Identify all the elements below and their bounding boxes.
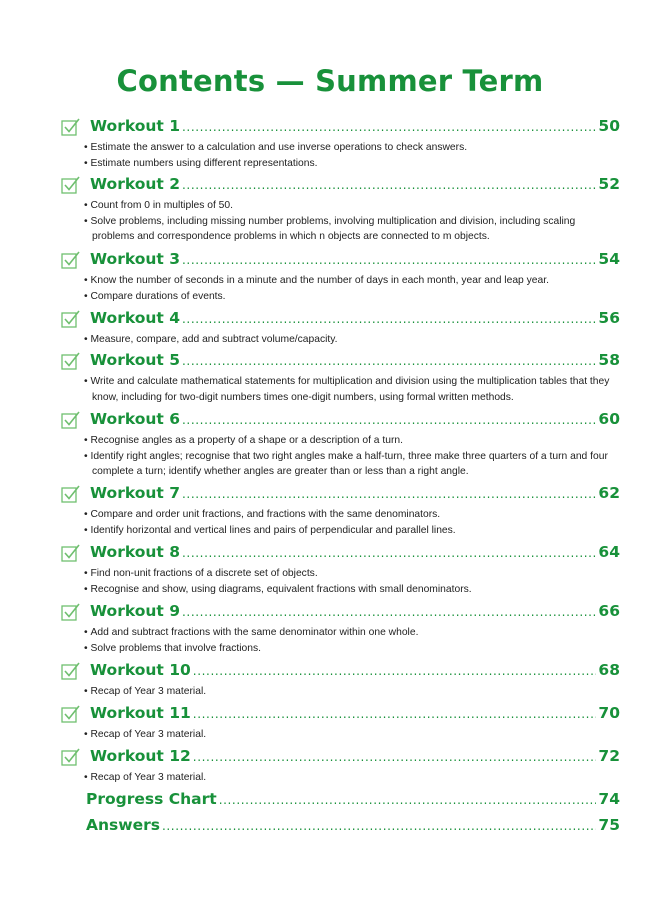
page-number[interactable]: 60 xyxy=(598,410,620,428)
page-number[interactable]: 64 xyxy=(598,543,620,561)
page-number[interactable]: 62 xyxy=(598,484,620,502)
objectives-list xyxy=(84,507,620,538)
entry-title[interactable]: Answers xyxy=(86,816,160,834)
objectives-list xyxy=(84,374,620,405)
objectives-list xyxy=(84,140,620,171)
page-number[interactable]: 70 xyxy=(598,704,620,722)
objectives-list xyxy=(84,273,620,304)
entry-title[interactable]: Workout 1 xyxy=(90,117,181,135)
objectives-list xyxy=(84,625,620,656)
objective-item: • Compare and order unit fractions, and fractions with the same denominators. xyxy=(84,507,620,523)
objective-item: • Estimate numbers using different representations. xyxy=(84,156,620,172)
objective-item: • Count from 0 in multiples of 50. xyxy=(84,198,620,214)
objectives-list xyxy=(84,332,620,348)
objective-item: • Recap of Year 3 material. xyxy=(84,770,620,786)
objective-item: • Add and subtract fractions with the same denominator within one whole. xyxy=(84,625,620,641)
leader-dots xyxy=(219,793,597,807)
objective-item: • Recap of Year 3 material. xyxy=(84,727,620,743)
page-number[interactable]: 50 xyxy=(598,117,620,135)
leader-dots xyxy=(182,354,596,368)
objective-item: • Find non-unit fractions of a discrete set of objects. xyxy=(84,566,620,582)
page-number[interactable]: 74 xyxy=(598,790,620,808)
page-number[interactable]: 72 xyxy=(598,747,620,765)
page-number[interactable]: 52 xyxy=(598,175,620,193)
toc-entry-workout-6[interactable] xyxy=(60,410,620,480)
toc-entry-workout-9[interactable] xyxy=(60,602,620,656)
tick-box-icon[interactable] xyxy=(61,704,81,724)
tick-box-icon[interactable] xyxy=(61,250,81,270)
objectives-list xyxy=(84,770,620,786)
entry-title[interactable]: Workout 7 xyxy=(90,484,181,502)
leader-dots xyxy=(193,664,597,678)
page-number[interactable]: 66 xyxy=(598,602,620,620)
toc-entry-workout-4[interactable] xyxy=(60,309,620,348)
page-number[interactable]: 58 xyxy=(598,351,620,369)
tick-box-icon[interactable] xyxy=(61,602,81,622)
toc-entry-workout-10[interactable] xyxy=(60,661,620,700)
page-number[interactable]: 56 xyxy=(598,309,620,327)
entry-title[interactable]: Workout 5 xyxy=(90,351,181,369)
toc-entry-workout-3[interactable] xyxy=(60,250,620,304)
entry-title[interactable]: Workout 4 xyxy=(90,309,181,327)
entry-title[interactable]: Workout 9 xyxy=(90,602,181,620)
objective-item: • Solve problems that involve fractions. xyxy=(84,641,620,657)
leader-dots xyxy=(182,178,596,192)
objective-item: • Identify right angles; recognise that two right angles make a half-turn, three make three quarters of a turn and four complete a turn; identify whether angles are greater than or less than a right angle. xyxy=(84,449,620,480)
leader-dots xyxy=(182,253,596,267)
entry-title[interactable]: Workout 6 xyxy=(90,410,181,428)
entry-title[interactable]: Workout 12 xyxy=(90,747,191,765)
leader-dots xyxy=(193,707,597,721)
tick-box-icon[interactable] xyxy=(61,117,81,137)
toc-entry-answers[interactable] xyxy=(60,816,620,838)
leader-dots xyxy=(182,546,596,560)
objective-item: • Identify horizontal and vertical lines and pairs of perpendicular and parallel lines. xyxy=(84,523,620,539)
entry-title[interactable]: Workout 8 xyxy=(90,543,181,561)
objective-item: • Know the number of seconds in a minute and the number of days in each month, year and leap year. xyxy=(84,273,620,289)
entry-title[interactable]: Workout 3 xyxy=(90,250,181,268)
objectives-list xyxy=(84,566,620,597)
entry-title[interactable]: Workout 10 xyxy=(90,661,191,679)
leader-dots xyxy=(182,487,596,501)
objective-item: • Measure, compare, add and subtract volume/capacity. xyxy=(84,332,620,348)
toc-entry-progress-chart[interactable] xyxy=(60,790,620,812)
page-number[interactable]: 75 xyxy=(598,816,620,834)
objective-item: • Recognise angles as a property of a shape or a description of a turn. xyxy=(84,433,620,449)
objective-item: • Recognise and show, using diagrams, equivalent fractions with small denominators. xyxy=(84,582,620,598)
tick-box-icon[interactable] xyxy=(61,309,81,329)
entry-title[interactable]: Workout 11 xyxy=(90,704,191,722)
objective-item: • Estimate the answer to a calculation and use inverse operations to check answers. xyxy=(84,140,620,156)
leader-dots xyxy=(182,120,596,134)
tick-box-icon[interactable] xyxy=(61,175,81,195)
tick-box-icon[interactable] xyxy=(61,661,81,681)
toc-entry-workout-7[interactable] xyxy=(60,484,620,538)
toc-entry-workout-5[interactable] xyxy=(60,351,620,405)
leader-dots xyxy=(182,605,596,619)
toc-entry-workout-8[interactable] xyxy=(60,543,620,597)
page-title: Contents — Summer Term xyxy=(116,64,544,98)
objective-item: • Compare durations of events. xyxy=(84,289,620,305)
objective-item: • Solve problems, including missing number problems, involving multiplication and division, including scaling problems and correspondence problems in which n objects are connected to m objects. xyxy=(84,214,620,245)
leader-dots xyxy=(193,750,597,764)
leader-dots xyxy=(182,312,596,326)
page-number[interactable]: 68 xyxy=(598,661,620,679)
toc-entry-workout-2[interactable] xyxy=(60,175,620,245)
tick-box-icon[interactable] xyxy=(61,747,81,767)
leader-dots xyxy=(182,413,596,427)
toc-entry-workout-12[interactable] xyxy=(60,747,620,786)
entry-title[interactable]: Workout 2 xyxy=(90,175,181,193)
objectives-list xyxy=(84,684,620,700)
leader-dots xyxy=(162,819,596,833)
tick-box-icon[interactable] xyxy=(61,543,81,563)
objectives-list xyxy=(84,433,620,480)
tick-box-icon[interactable] xyxy=(61,410,81,430)
tick-box-icon[interactable] xyxy=(61,484,81,504)
tick-box-icon[interactable] xyxy=(61,351,81,371)
toc-entry-workout-1[interactable] xyxy=(60,117,620,171)
entry-title[interactable]: Progress Chart xyxy=(86,790,217,808)
objectives-list xyxy=(84,727,620,743)
objective-item: • Recap of Year 3 material. xyxy=(84,684,620,700)
toc-entry-workout-11[interactable] xyxy=(60,704,620,743)
objectives-list xyxy=(84,198,620,245)
page-number[interactable]: 54 xyxy=(598,250,620,268)
objective-item: • Write and calculate mathematical statements for multiplication and division using the multiplication tables that they know, including for two-digit numbers times one-digit numbers, using formal written methods. xyxy=(84,374,620,405)
